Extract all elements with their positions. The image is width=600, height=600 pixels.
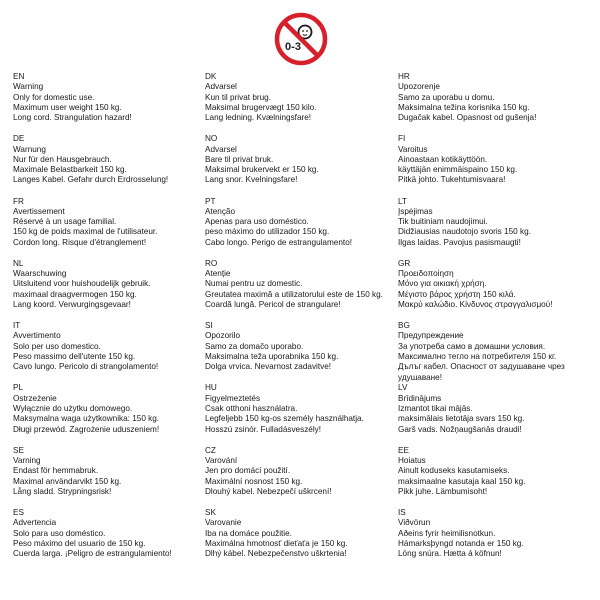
warning-line: Maximální nosnost 150 kg. <box>205 476 303 486</box>
warning-line: Réservé à un usage familial. <box>13 217 117 227</box>
warning-line: Maksimalna teža uporabnika 150 kg. <box>205 352 339 362</box>
warning-line: Cavo lungo. Pericolo di strangolamento! <box>13 362 159 372</box>
warning-line: Maksymalna waga użytkownika: 150 kg. <box>13 414 160 424</box>
warning-heading: Hoiatus <box>398 456 426 466</box>
language-code: GR <box>398 258 411 268</box>
warning-line: maximaal draagvermogen 150 kg. <box>13 289 137 299</box>
warning-block-nl <box>13 259 208 321</box>
warning-heading: Atenção <box>205 206 236 216</box>
warning-block-pl <box>13 383 208 445</box>
warning-block-en <box>13 72 208 134</box>
language-code: SE <box>13 445 24 455</box>
warning-heading: Varning <box>13 456 41 466</box>
warning-line: Long cord. Strangulation hazard! <box>13 113 132 123</box>
warning-line: Maximale Belastbarkeit 150 kg. <box>13 165 127 175</box>
language-code: HU <box>205 383 217 393</box>
warning-line: Dlouhý kabel. Nebezpečí uškrcení! <box>205 486 332 496</box>
warning-line: Only for domestic use. <box>13 92 95 102</box>
warning-line: maksimaalne kasutaja kaal 150 kg. <box>398 476 526 486</box>
warning-heading: Upozorenje <box>398 82 440 92</box>
warning-block-ee <box>398 446 598 508</box>
warning-line: Legfeljebb 150 kg-os személy használhatja. <box>205 414 364 424</box>
warning-block-ro <box>205 259 400 321</box>
warning-line: Samo za uporabu u domu. <box>398 92 495 102</box>
warning-line: Löng snúra. Hætta á köfnun! <box>398 549 502 559</box>
language-code: PL <box>13 383 24 393</box>
warning-line: Peso massimo dell'utente 150 kg. <box>13 352 136 362</box>
language-code: DK <box>205 72 217 81</box>
warning-block-fi <box>398 134 598 196</box>
language-code: RO <box>205 258 218 268</box>
warning-block-cz <box>205 446 400 508</box>
warning-line: Maksimal brugervægt 150 kilo. <box>205 102 317 112</box>
language-code: FR <box>13 196 24 206</box>
warning-line: Maximum user weight 150 kg. <box>13 102 122 112</box>
warning-heading: Advertencia <box>13 518 57 528</box>
warning-line: peso máximo do utilizador 150 kg. <box>205 227 330 237</box>
warning-line: Hosszú zsinór. Fulladásveszély! <box>205 424 322 434</box>
warning-line: Lang snor. Kvelningsfare! <box>205 175 298 185</box>
language-code: NL <box>13 258 24 268</box>
warning-line: Dolga vrvica. Nevarnost zadavitve! <box>205 362 332 372</box>
warning-heading: Avvertimento <box>13 331 61 341</box>
warning-column-middle <box>205 72 400 570</box>
warning-line: Pikk juhe. Lämbumisoht! <box>398 486 488 496</box>
language-code: SI <box>205 321 213 331</box>
warning-line: Izmantot tikai mājās. <box>398 404 473 414</box>
warning-line: Garš vads. Nožņaugšanās draudi! <box>398 424 522 434</box>
warning-heading: Waarschuwing <box>13 269 67 279</box>
warning-block-hu <box>205 383 400 445</box>
warning-column-right <box>398 72 598 570</box>
warning-heading: Προειδοποίηση <box>398 269 454 279</box>
warning-line: Iba na domáce použitie. <box>205 528 292 538</box>
language-code: BG <box>398 321 410 331</box>
warning-line: käyttäjän enimmäispaino 150 kg. <box>398 165 518 175</box>
warning-line: Ainult koduseks kasutamiseks. <box>398 466 510 476</box>
language-code: ES <box>13 508 24 518</box>
language-code: FI <box>398 134 406 144</box>
warning-block-no <box>205 134 400 196</box>
language-code: EE <box>398 445 409 455</box>
warning-line: Lång sladd. Strypningsrisk! <box>13 486 112 496</box>
language-code: PT <box>205 196 216 206</box>
age-label: 0-3 <box>285 41 301 53</box>
warning-line: 150 kg de poids maximal de l'utilisateur. <box>13 227 158 237</box>
warning-column-left <box>13 72 208 570</box>
warning-block-hr <box>398 72 598 134</box>
warning-block-de <box>13 134 208 196</box>
warning-line: Maximálna hmotnosť dieťaťa je 150 kg. <box>205 538 348 548</box>
warning-heading: Brīdinājums <box>398 393 442 403</box>
warning-line: Lang ledning. Kvælningsfare! <box>205 113 312 123</box>
language-code: IS <box>398 508 406 518</box>
warning-line: Tik buitiniam naudojimui. <box>398 217 488 227</box>
warning-block-dk <box>205 72 400 134</box>
warning-line: Jen pro domácí použití. <box>205 466 291 476</box>
warning-heading: Varovanie <box>205 518 242 528</box>
warning-line: Peso máximo del usuario de 150 kg. <box>13 538 146 548</box>
warning-line: Μακρύ καλώδιο. Κίνδυνος στραγγαλισμού! <box>398 300 553 310</box>
warning-heading: Avertissement <box>13 206 65 216</box>
warning-line: За употреба само в домашни условия. <box>398 341 546 351</box>
language-code: LT <box>398 196 407 206</box>
warning-block-lt <box>398 197 598 259</box>
warning-heading: Figyelmeztetés <box>205 393 261 403</box>
warning-block-gr <box>398 259 598 321</box>
warning-block-fr <box>13 197 208 259</box>
warning-line: maksimālais lietotāja svars 150 kg. <box>398 414 525 424</box>
language-code: SK <box>205 508 216 518</box>
warning-heading: Warning <box>13 82 44 92</box>
warning-line: Apenas para uso doméstico. <box>205 217 309 227</box>
warning-line: Ainoastaan kotikäyttöön. <box>398 154 488 164</box>
warning-heading: Varování <box>205 456 238 466</box>
warning-heading: Advarsel <box>205 82 237 92</box>
warning-heading: Advarsel <box>205 144 237 154</box>
warning-line: Дълъг кабел. Опасност от задушаване чрез удушаване! <box>398 362 565 382</box>
warning-line: Kun til privat brug. <box>205 92 271 102</box>
warning-line: Wyłącznie do użytku domowego. <box>13 404 133 414</box>
warning-line: Cabo longo. Perigo de estrangulamento! <box>205 237 353 247</box>
warning-line: Csak otthoni használatra. <box>205 404 298 414</box>
language-code: DE <box>13 134 25 144</box>
warning-block-lv <box>398 383 598 445</box>
warning-line: Μέγιστο βάρος χρήστη 150 κιλά. <box>398 289 516 299</box>
warning-line: Cuerda larga. ¡Peligro de estrangulamiento! <box>13 549 172 559</box>
warning-heading: Warnung <box>13 144 46 154</box>
warning-heading: Varoitus <box>398 144 428 154</box>
no-children-under-3-icon <box>274 12 328 66</box>
warning-block-se <box>13 446 208 508</box>
warning-line: Lang koord. Verwurgingsgevaar! <box>13 300 131 310</box>
warning-block-pt <box>205 197 400 259</box>
warning-block-it <box>13 321 208 383</box>
warning-line: Dugačak kabel. Opasnost od gušenja! <box>398 113 537 123</box>
warning-line: Hámarksþyngd notanda er 150 kg. <box>398 538 524 548</box>
warning-block-si <box>205 321 400 383</box>
language-code: LV <box>398 383 408 393</box>
language-code: CZ <box>205 445 216 455</box>
warning-heading: Opozorilo <box>205 331 241 341</box>
warning-line: Endast för hemmabruk. <box>13 466 99 476</box>
warning-line: Maksimal brukervekt er 150 kg. <box>205 165 319 175</box>
warning-block-es <box>13 508 208 570</box>
warning-heading: Įspėjimas <box>398 206 433 216</box>
warning-heading: Предупреждение <box>398 331 464 341</box>
warning-line: Cordon long. Risque d'étranglement! <box>13 237 147 247</box>
warning-line: Aðeins fyrir heimilisnotkun. <box>398 528 496 538</box>
warning-block-is <box>398 508 598 570</box>
warning-line: Coardă lungă. Pericol de strangulare! <box>205 300 341 310</box>
warning-line: Μόνο για οικιακή χρήση. <box>398 279 487 289</box>
warning-line: Uitsluitend voor huishoudelijk gebruik. <box>13 279 151 289</box>
warning-line: Solo per uso domestico. <box>13 341 101 351</box>
warning-heading: Atenție <box>205 269 231 279</box>
warning-line: Samo za domačo uporabo. <box>205 341 304 351</box>
language-code: HR <box>398 72 410 81</box>
warning-line: Ilgas laidas. Pavojus pasismaugti! <box>398 237 521 247</box>
language-code: IT <box>13 321 21 331</box>
warning-block-sk <box>205 508 400 570</box>
warning-line: Bare til privat bruk. <box>205 154 274 164</box>
warning-line: Didžiausias naudotojo svoris 150 kg. <box>398 227 531 237</box>
warning-line: Langes Kabel. Gefahr durch Erdrosselung! <box>13 175 169 185</box>
warning-line: Maksimalna težina korisnika 150 kg. <box>398 102 530 112</box>
warning-heading: Ostrzeżenie <box>13 393 57 403</box>
language-code: EN <box>13 72 25 81</box>
warning-line: Nur für den Hausgebrauch. <box>13 154 112 164</box>
warning-block-bg <box>398 321 598 383</box>
warning-heading: Viðvörun <box>398 518 431 528</box>
warning-line: Numai pentru uz domestic. <box>205 279 303 289</box>
warning-line: Greutatea maximă a utilizatorului este de 150 kg. <box>205 289 383 299</box>
warning-line: Максимално тегло на потребителя 150 кг. <box>398 352 557 362</box>
warning-line: Solo para uso doméstico. <box>13 528 106 538</box>
language-code: NO <box>205 134 218 144</box>
warning-line: Długi przewód. Zagrożenie uduszeniem! <box>13 424 160 434</box>
warning-line: Pitkä johto. Tukehtumisvaara! <box>398 175 506 185</box>
warning-line: Dlhý kábel. Nebezpečenstvo uškrtenia! <box>205 549 347 559</box>
warning-line: Maximal användarvikt 150 kg. <box>13 476 122 486</box>
